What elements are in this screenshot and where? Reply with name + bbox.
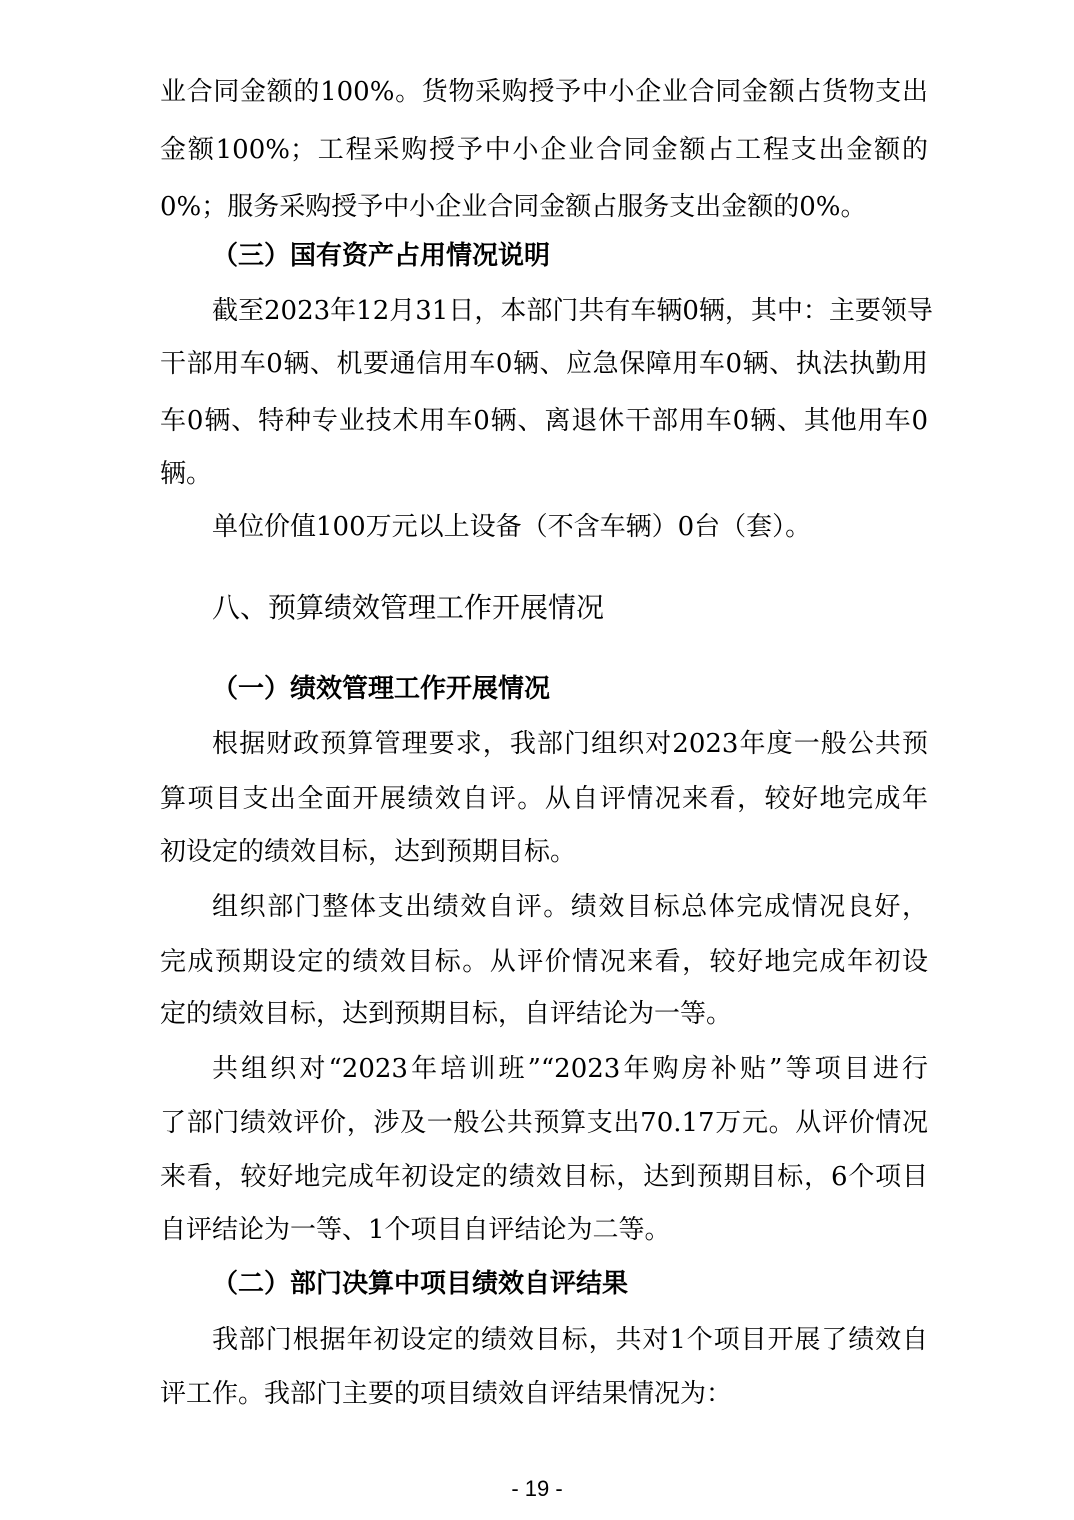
- text-line: 根据财政预算管理要求，我部门组织对2023年度一般公共预: [212, 729, 928, 759]
- text-line: 干部用车0辆、机要通信用车0辆、应急保障用车0辆、执法执勤用: [160, 349, 928, 379]
- text-line: 组织部门整体支出绩效自评。绩效目标总体完成情况良好，: [212, 892, 928, 922]
- text-line: 车0辆、特种专业技术用车0辆、离退休干部用车0辆、其他用车0: [160, 406, 928, 436]
- text-line: 算项目支出全面开展绩效自评。从自评情况来看，较好地完成年: [160, 784, 928, 814]
- page-number: - 19 -: [511, 1476, 563, 1501]
- text-line: 截至2023年12月31日，本部门共有车辆0辆，其中：主要领导: [212, 296, 933, 326]
- text-line: 初设定的绩效目标，达到预期目标。: [160, 837, 577, 867]
- text-line: 共组织对“2023年培训班”“2023年购房补贴”等项目进行: [212, 1054, 928, 1084]
- subsection-heading: （一）绩效管理工作开展情况: [212, 674, 551, 704]
- text-line: 了部门绩效评价，涉及一般公共预算支出70.17万元。从评价情况: [160, 1108, 928, 1138]
- subsection-heading: （二）部门决算中项目绩效自评结果: [212, 1269, 629, 1299]
- text-line: 来看，较好地完成年初设定的绩效目标，达到预期目标，6个项目: [160, 1162, 928, 1192]
- text-line: 辆。: [160, 459, 213, 489]
- section-title: 八、预算绩效管理工作开展情况: [212, 591, 605, 624]
- text-line: 自评结论为一等、1个项目自评结论为二等。: [160, 1215, 671, 1245]
- text-line: 0%；服务采购授予中小企业合同金额占服务支出金额的0%。: [160, 192, 867, 222]
- text-line: 定的绩效目标，达到预期目标，自评结论为一等。: [160, 999, 733, 1029]
- text-line: 我部门根据年初设定的绩效目标，共对1个项目开展了绩效自: [212, 1325, 928, 1355]
- text-line: 完成预期设定的绩效目标。从评价情况来看，较好地完成年初设: [160, 947, 928, 977]
- text-line: 评工作。我部门主要的项目绩效自评结果情况为：: [160, 1379, 733, 1409]
- text-line: 单位价值100万元以上设备（不含车辆）0台（套）。: [212, 512, 812, 542]
- text-line: 金额100%；工程采购授予中小企业合同金额占工程支出金额的: [160, 135, 928, 165]
- subsection-heading: （三）国有资产占用情况说明: [212, 241, 551, 271]
- text-line: 业合同金额的100%。货物采购授予中小企业合同金额占货物支出: [160, 77, 928, 107]
